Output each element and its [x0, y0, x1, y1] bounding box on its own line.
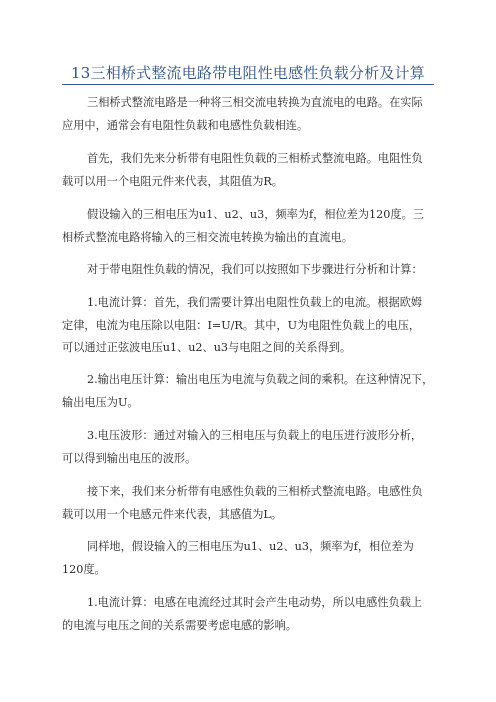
paragraph-line: 120度。 [62, 562, 106, 576]
paragraph-inductive-intro [62, 481, 442, 526]
paragraph-inductive-current [62, 592, 442, 637]
paragraph-inductive-voltage [62, 536, 442, 581]
document-title: 13三相桥式整流电路带电阻性电感性负载分析及计算 [71, 64, 425, 82]
paragraph-line: 1.电流计算：电感在电流经过其时会产生电动势，所以电感性负载上 [87, 596, 423, 609]
paragraph-line: 可以得到输出电压的波形。 [62, 451, 197, 465]
paragraph-intro [62, 92, 442, 137]
paragraph-line: 2.输出电压计算：输出电压为电流与负载之间的乘积。在这种情况下， [87, 373, 434, 386]
paragraph-input-voltage [62, 204, 442, 249]
paragraph-line: 首先，我们先来分析带有电阻性负载的三相桥式整流电路。电阻性负 [87, 152, 423, 165]
paragraph-line: 接下来，我们来分析带有电感性负载的三相桥式整流电路。电感性负 [87, 485, 423, 498]
paragraph-line: 3.电压波形：通过对输入的三相电压与负载上的电压进行波形分析， [87, 429, 423, 442]
paragraph-line: 可以通过正弦波电压u1、u2、u3与电阻之间的关系得到。 [62, 341, 352, 354]
paragraph-line: 的电流与电压之间的关系需要考虑电感的影响。 [62, 618, 297, 632]
paragraph-line: 定律，电流为电压除以电阻：I=U/R。其中，U为电阻性负载上的电压， [62, 318, 421, 332]
paragraph-line: 假设输入的三相电压为u1、u2、u3，频率为f，相位差为120度。三 [87, 208, 424, 221]
paragraph-resistive-intro [62, 148, 442, 193]
paragraph-step1-current [62, 292, 442, 360]
paragraph-step3-waveform [62, 425, 442, 470]
title-underline [62, 84, 434, 85]
paragraph-step2-output [62, 369, 442, 414]
paragraph-line: 输出电压为U。 [62, 395, 139, 409]
paragraph-line: 三相桥式整流电路是一种将三相交流电转换为直流电的电路。在实际 [87, 96, 423, 109]
paragraph-line: 同样地，假设输入的三相电压为u1、u2、u3，频率为f，相位差为 [87, 540, 414, 553]
paragraph-line: 相桥式整流电路将输入的三相交流电转换为输出的直流电。 [62, 230, 353, 244]
paragraph-line: 应用中，通常会有电阻性负载和电感性负载相连。 [62, 118, 309, 132]
paragraph-line: 载可以用一个电感元件来代表，其感值为L。 [62, 507, 282, 521]
paragraph-line: 载可以用一个电阻元件来代表，其阻值为R。 [62, 174, 283, 188]
paragraph-steps-intro [62, 259, 442, 282]
paragraph-line: 对于带电阻性负载的情况，我们可以按照如下步骤进行分析和计算： [87, 263, 423, 276]
paragraph-line: 1.电流计算：首先，我们需要计算出电阻性负载上的电流。根据欧姆 [87, 296, 423, 309]
